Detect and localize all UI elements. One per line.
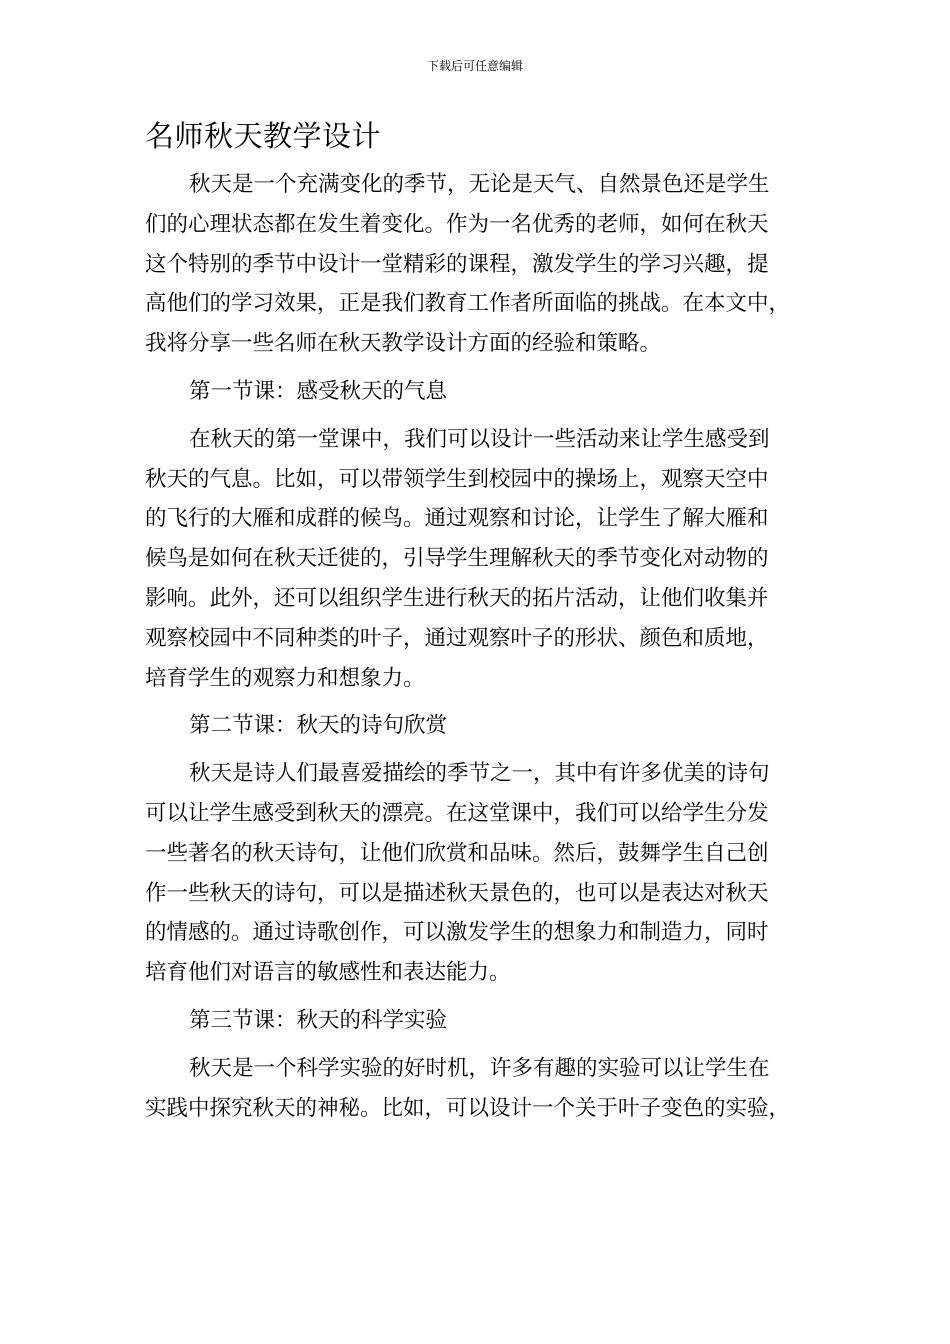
body-paragraph	[145, 165, 807, 364]
paragraph-line: 这个特别的季节中设计一堂精彩的课程，激发学生的学习兴趣，提	[145, 251, 769, 277]
paragraph-line: 秋天是诗人们最喜爱描绘的季节之一，其中有许多优美的诗句	[189, 761, 770, 787]
section-heading	[145, 372, 807, 412]
paragraph-line: 培育学生的观察力和想象力。	[145, 665, 425, 691]
paragraph-line: 影响。此外，还可以组织学生进行秋天的拓片活动，让他们收集并	[145, 585, 769, 611]
document-title: 名师秋天教学设计	[145, 119, 382, 153]
body-paragraph	[145, 1049, 807, 1129]
body-paragraph	[145, 420, 807, 699]
paragraph-line: 一些著名的秋天诗句，让他们欣赏和品味。然后，鼓舞学生自己创	[145, 840, 769, 866]
header-note: 下载后可任意编辑	[426, 59, 523, 73]
paragraph-line: 实践中探究秋天的神秘。比如，可以设计一个关于叶子变色的实验，	[145, 1095, 791, 1121]
heading-text: 第三节课：秋天的科学实验	[189, 1007, 448, 1033]
section-heading	[145, 1001, 807, 1041]
paragraph-line: 培育他们对语言的敏感性和表达能力。	[145, 960, 511, 986]
paragraph-line: 在秋天的第一堂课中，我们可以设计一些活动来让学生感受到	[189, 426, 770, 452]
heading-text: 第二节课：秋天的诗句欣赏	[189, 713, 448, 739]
paragraph-line: 秋天是一个科学实验的好时机，许多有趣的实验可以让学生在	[189, 1055, 770, 1081]
paragraph-line: 秋天的气息。比如，可以带领学生到校园中的操场上，观察天空中	[145, 466, 769, 492]
paragraph-line: 秋天是一个充满变化的季节，无论是天气、自然景色还是学生	[189, 172, 770, 197]
paragraph-line: 观察校园中不同种类的叶子，通过观察叶子的形状、颜色和质地，	[145, 625, 769, 651]
paragraph-line: 作一些秋天的诗句，可以是描述秋天景色的，也可以是表达对秋天	[145, 880, 769, 906]
document-body	[145, 165, 807, 1136]
paragraph-line: 我将分享一些名师在秋天教学设计方面的经验和策略。	[145, 331, 662, 357]
heading-text: 第一节课：感受秋天的气息	[189, 378, 448, 404]
paragraph-line: 的飞行的大雁和成群的候鸟。通过观察和讨论，让学生了解大雁和	[145, 506, 769, 532]
paragraph-line: 候鸟是如何在秋天迁徙的，引导学生理解秋天的季节变化对动物的	[145, 546, 769, 572]
paragraph-line: 高他们的学习效果，正是我们教育工作者所面临的挑战。在本文中，	[145, 291, 791, 317]
section-heading	[145, 706, 807, 746]
paragraph-line: 们的心理状态都在发生着变化。作为一名优秀的老师，如何在秋天	[145, 211, 769, 237]
body-paragraph	[145, 754, 807, 993]
paragraph-line: 的情感的。通过诗歌创作，可以激发学生的想象力和制造力，同时	[145, 920, 769, 946]
paragraph-line: 可以让学生感受到秋天的漂亮。在这堂课中，我们可以给学生分发	[145, 800, 769, 826]
